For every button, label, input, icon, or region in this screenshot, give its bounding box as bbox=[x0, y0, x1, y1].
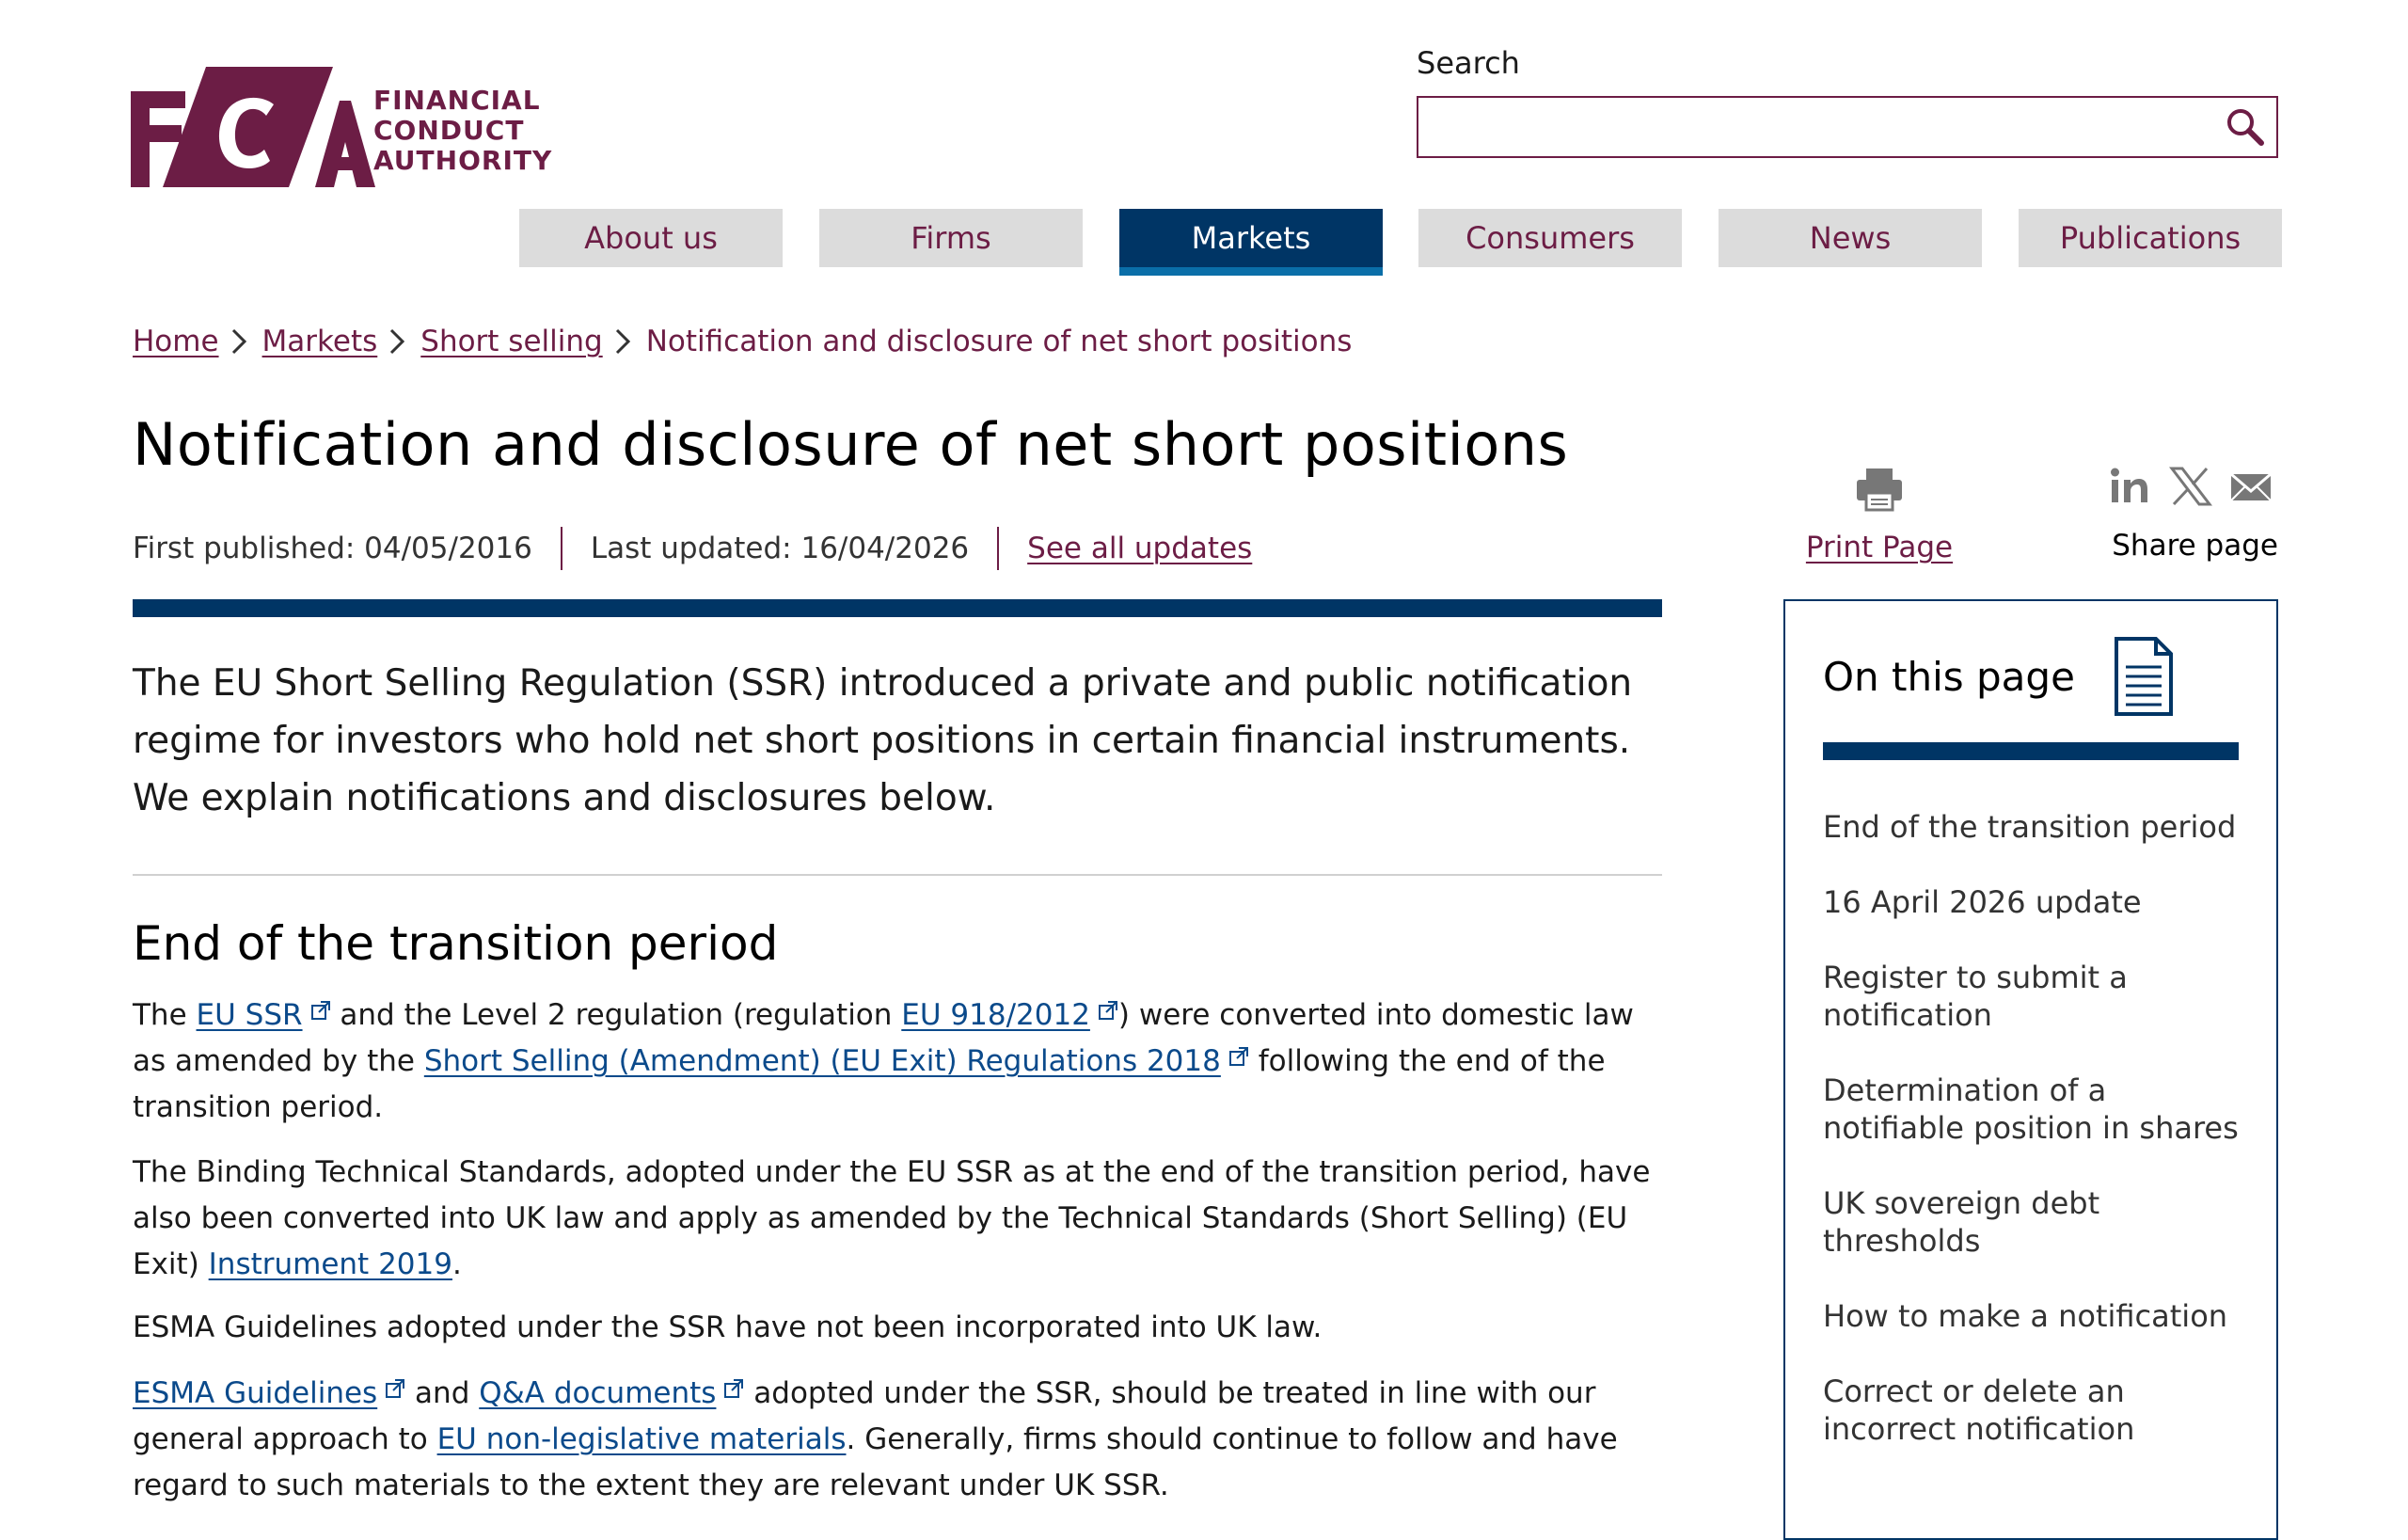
search-box bbox=[1417, 96, 2278, 158]
on-this-page-rule bbox=[1823, 742, 2239, 760]
paragraph-text: following the end of the transition period. bbox=[133, 1044, 1606, 1124]
on-this-page-item[interactable]: Correct or delete an incorrect notification bbox=[1823, 1373, 2135, 1447]
linkedin-icon[interactable] bbox=[2109, 465, 2152, 512]
paragraph-text: and bbox=[405, 1376, 480, 1410]
nav-tab-firms[interactable]: Firms bbox=[819, 209, 1083, 267]
x-twitter-icon[interactable] bbox=[2169, 465, 2212, 512]
breadcrumb-current: Notification and disclosure of net short positions bbox=[645, 325, 1353, 358]
printer-icon bbox=[1855, 465, 1904, 514]
chevron-right-icon bbox=[230, 327, 247, 356]
nav-tab-publications[interactable]: Publications bbox=[2019, 209, 2282, 267]
paragraph bbox=[133, 1150, 1675, 1288]
breadcrumb-markets[interactable]: Markets bbox=[261, 325, 378, 358]
nav-tab-news[interactable]: News bbox=[1719, 209, 1982, 267]
paragraph-text: . bbox=[452, 1247, 462, 1281]
divider bbox=[133, 874, 1662, 876]
first-published: First published: 04/05/2016 bbox=[133, 532, 532, 565]
chevron-right-icon bbox=[614, 327, 631, 356]
fca-logo[interactable] bbox=[131, 63, 553, 195]
external-link-icon bbox=[1228, 1046, 1249, 1067]
email-icon[interactable] bbox=[2229, 465, 2273, 512]
section-heading: End of the transition period bbox=[133, 916, 779, 971]
eu-918-2012-link[interactable]: EU 918/2012 bbox=[901, 998, 1090, 1032]
short-selling-regulations-2018-link[interactable]: Short Selling (Amendment) (EU Exit) Regulations 2018 bbox=[423, 1044, 1221, 1078]
print-page[interactable] bbox=[1797, 465, 1962, 564]
external-link-icon bbox=[385, 1378, 405, 1399]
nav-tab-about-us[interactable]: About us bbox=[519, 209, 783, 267]
on-this-page-item[interactable]: UK sovereign debt thresholds bbox=[1823, 1185, 2100, 1259]
nav-tab-markets[interactable]: Markets bbox=[1119, 209, 1383, 276]
logo-wordmark bbox=[373, 86, 552, 176]
paragraph bbox=[133, 1371, 1675, 1509]
paragraph-text: adopted under the SSR, should be treated in line with our general approach to bbox=[133, 1376, 1596, 1456]
publication-meta bbox=[133, 527, 1252, 570]
on-this-page-item[interactable]: Determination of a notifiable position in shares bbox=[1823, 1072, 2239, 1146]
paragraph-text: The Binding Technical Standards, adopted under the EU SSR as at the end of the transition period, have also been converted into UK law and apply as amended by the Technical Standards (Short Selling) (EU Exit) bbox=[133, 1155, 1651, 1281]
on-this-page-item[interactable]: How to make a notification bbox=[1823, 1298, 2228, 1334]
see-all-updates-link[interactable]: See all updates bbox=[1027, 532, 1253, 565]
print-page-link[interactable]: Print Page bbox=[1805, 531, 1954, 564]
on-this-page-list bbox=[1823, 808, 2246, 1485]
nav-tab-consumers[interactable]: Consumers bbox=[1418, 209, 1682, 267]
search-input[interactable] bbox=[1418, 98, 2209, 156]
paragraph bbox=[133, 992, 1675, 1131]
meta-divider bbox=[997, 527, 999, 570]
external-link-icon bbox=[310, 1000, 331, 1021]
esma-guidelines-link[interactable]: ESMA Guidelines bbox=[133, 1376, 378, 1410]
search-icon[interactable] bbox=[2224, 105, 2267, 149]
external-link-icon bbox=[723, 1378, 744, 1399]
last-updated: Last updated: 16/04/2026 bbox=[590, 532, 970, 565]
page-title: Notification and disclosure of net short positions bbox=[133, 410, 1569, 479]
title-rule bbox=[133, 599, 1662, 617]
meta-divider bbox=[561, 527, 562, 570]
search-label: Search bbox=[1417, 45, 1520, 81]
share-page-label: Share page bbox=[2112, 529, 2278, 563]
paragraph-text: and the Level 2 regulation (regulation bbox=[330, 998, 902, 1032]
breadcrumb-short-selling[interactable]: Short selling bbox=[420, 325, 603, 358]
eu-non-legislative-materials-link[interactable]: EU non-legislative materials bbox=[436, 1422, 847, 1456]
eu-ssr-link[interactable]: EU SSR bbox=[196, 998, 303, 1032]
logo-word: AUTHORITY bbox=[373, 145, 553, 176]
intro-text: The EU Short Selling Regulation (SSR) introduced a private and public notification regime for investors who hold net short positions in certain financial instruments. We explain notifications and disclosures below. bbox=[133, 662, 1633, 819]
logo-word: FINANCIAL bbox=[373, 85, 541, 116]
qa-documents-link[interactable]: Q&A documents bbox=[479, 1376, 717, 1410]
on-this-page-title: On this page bbox=[1823, 654, 2075, 700]
external-link-icon bbox=[1098, 1000, 1118, 1021]
paragraph-text: The bbox=[133, 998, 197, 1032]
on-this-page-item[interactable]: Register to submit a notification bbox=[1823, 960, 2128, 1033]
paragraph-text: . Generally, firms should continue to follow and have regard to such materials to the extent they are relevant under UK SSR. bbox=[133, 1422, 1618, 1502]
paragraph-text: ) were converted into domestic law as amended by the bbox=[133, 998, 1634, 1078]
on-this-page-panel bbox=[1783, 599, 2278, 1540]
logo-word: CONDUCT bbox=[373, 115, 525, 146]
on-this-page-item[interactable]: 16 April 2026 update bbox=[1823, 884, 2142, 920]
chevron-right-icon bbox=[388, 327, 405, 356]
document-icon bbox=[2113, 635, 2175, 718]
on-this-page-item[interactable]: End of the transition period bbox=[1823, 809, 2237, 845]
breadcrumb-home[interactable]: Home bbox=[133, 325, 219, 358]
breadcrumb bbox=[133, 325, 1352, 358]
instrument-2019-link[interactable]: Instrument 2019 bbox=[208, 1247, 452, 1281]
share-page bbox=[2090, 465, 2278, 563]
paragraph: ESMA Guidelines adopted under the SSR have not been incorporated into UK law. bbox=[133, 1310, 1323, 1344]
